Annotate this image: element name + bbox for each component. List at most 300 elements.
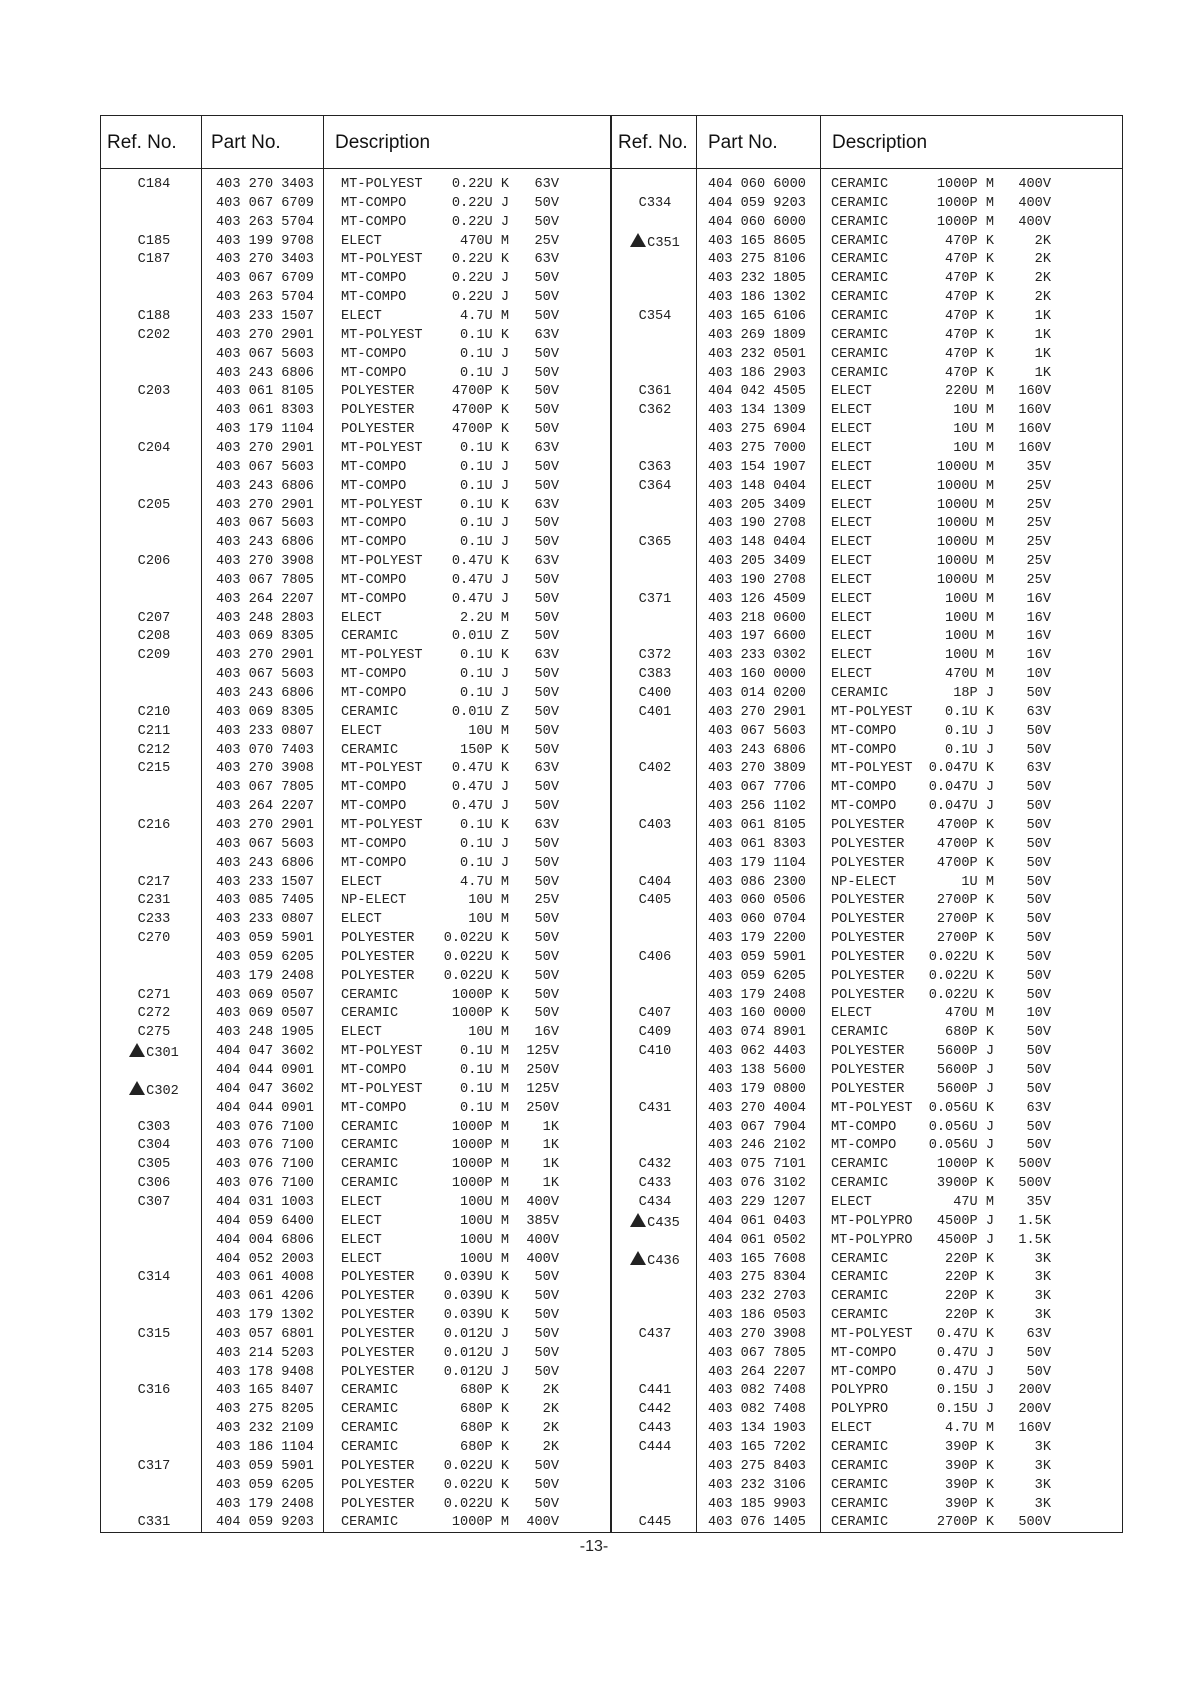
table-row (101, 533, 1122, 552)
part-no: 403 263 5704 (216, 214, 314, 230)
part-value: 1000P K (936, 1157, 994, 1173)
part-value: 390P K (945, 1477, 994, 1493)
ref-no-text: C187 (137, 252, 171, 268)
part-value: 100U M (460, 1251, 509, 1267)
ref-no-text: C315 (137, 1326, 171, 1342)
part-no: 403 165 6106 (708, 309, 806, 324)
part-type: MT-POLYEST (341, 554, 423, 569)
part-value: 3900P K (936, 1176, 994, 1192)
part-voltage: 50V (534, 403, 559, 419)
part-type: CERAMIC (831, 1477, 889, 1493)
part-no: 403 232 0501 (708, 346, 806, 362)
table-row (101, 1061, 1122, 1080)
part-value: 220P K (945, 1251, 994, 1267)
ref-no-text: C215 (137, 761, 171, 777)
part-no: 403 067 5603 (216, 667, 314, 683)
ref-no-text: C410 (638, 1044, 672, 1060)
part-no: 403 067 7706 (708, 780, 806, 796)
ref-no-text: C443 (638, 1421, 672, 1437)
part-value: 0.47U J (451, 572, 509, 588)
part-value: 18P J (953, 686, 994, 701)
part-type: ELECT (341, 1213, 382, 1229)
ref-no-text: C331 (137, 1515, 171, 1531)
part-voltage: 50V (534, 591, 559, 607)
table-row (101, 571, 1122, 590)
part-value: 1000P M (936, 214, 994, 230)
table-row (101, 646, 1122, 665)
ref-no (616, 1023, 694, 1042)
part-type: POLYESTER (341, 1289, 415, 1305)
ref-no-text: C216 (137, 817, 171, 833)
part-voltage: 35V (1026, 1194, 1051, 1210)
part-type: CERAMIC (831, 1251, 889, 1267)
part-voltage: 3K (1034, 1477, 1051, 1493)
ref-no-text: C185 (137, 233, 171, 249)
header-ref-left: Ref. No. (107, 132, 177, 153)
part-voltage: 3K (1034, 1251, 1051, 1267)
part-no: 403 197 6600 (708, 629, 806, 645)
part-value: 0.056U J (928, 1119, 994, 1135)
ref-no-text: C405 (638, 893, 672, 909)
part-type: POLYPRO (831, 1383, 889, 1399)
part-value: 100U M (945, 610, 994, 626)
part-value: 4700P K (936, 817, 994, 833)
part-no: 403 160 0000 (708, 667, 806, 683)
part-voltage: 50V (534, 855, 559, 871)
part-value: 0.22U K (451, 252, 509, 268)
header-desc-right: Description (832, 132, 928, 153)
ref-no-text: C334 (638, 195, 672, 211)
part-no: 404 047 3602 (216, 1044, 314, 1060)
part-voltage: 50V (1026, 1138, 1051, 1154)
part-no: 403 243 6806 (216, 686, 314, 701)
table-row (101, 1268, 1122, 1287)
part-voltage: 400V (1018, 214, 1051, 230)
part-type: ELECT (341, 874, 382, 890)
table-row (101, 401, 1122, 420)
part-value: 0.047U J (928, 780, 994, 796)
part-no: 403 059 6205 (216, 949, 314, 965)
part-no: 403 275 6904 (708, 422, 806, 438)
part-no: 403 269 1809 (708, 327, 806, 343)
part-type: CERAMIC (831, 177, 889, 192)
part-value: 220P K (945, 1270, 994, 1286)
ref-no (616, 1400, 694, 1419)
ref-no-text: C184 (137, 177, 171, 192)
part-type: POLYESTER (831, 893, 905, 909)
part-type: ELECT (831, 1421, 872, 1437)
part-no: 403 067 5603 (216, 346, 314, 362)
part-voltage: 50V (1026, 1345, 1051, 1361)
part-value: 0.22U J (451, 195, 509, 211)
part-type: CERAMIC (831, 365, 889, 381)
part-type: MT-COMPO (341, 686, 407, 701)
part-voltage: 200V (1018, 1402, 1051, 1418)
part-no: 403 243 6806 (216, 535, 314, 551)
part-type: MT-COMPO (341, 799, 407, 815)
ref-no (616, 1042, 694, 1061)
part-value: 1000U M (936, 459, 994, 475)
part-voltage: 400V (1018, 177, 1051, 192)
ref-no (616, 1438, 694, 1457)
part-type: ELECT (831, 1194, 872, 1210)
ref-no-text: C304 (137, 1138, 171, 1154)
part-value: 470P K (945, 271, 994, 287)
part-voltage: 50V (1026, 817, 1051, 833)
part-type: MT-COMPO (341, 214, 407, 230)
part-no: 403 076 7100 (216, 1119, 314, 1135)
part-type: POLYESTER (341, 1477, 415, 1493)
part-no: 403 264 2207 (708, 1364, 806, 1380)
part-type: MT-COMPO (831, 780, 897, 796)
part-voltage: 2K (1034, 271, 1051, 287)
part-voltage: 500V (1018, 1515, 1051, 1531)
part-voltage: 3K (1034, 1440, 1051, 1455)
part-no: 403 243 6806 (216, 478, 314, 494)
part-type: POLYESTER (831, 836, 905, 852)
part-value: 10U M (468, 723, 509, 739)
part-voltage: 63V (1026, 704, 1051, 720)
table-row (101, 1438, 1122, 1457)
part-voltage: 50V (534, 1496, 559, 1512)
table-row (101, 835, 1122, 854)
part-no: 403 232 1805 (708, 271, 806, 287)
part-type: MT-POLYEST (341, 497, 423, 513)
part-no: 403 270 2901 (708, 704, 806, 720)
part-type: POLYESTER (831, 949, 905, 965)
part-type: POLYESTER (341, 1458, 415, 1474)
part-type: MT-COMPO (341, 780, 407, 796)
part-value: 680P K (460, 1402, 509, 1418)
part-no: 403 061 4008 (216, 1270, 314, 1286)
part-voltage: 400V (526, 1232, 559, 1248)
table-row (101, 1344, 1122, 1363)
part-no: 403 179 1104 (708, 855, 806, 871)
part-voltage: 50V (534, 629, 559, 645)
part-type: CERAMIC (341, 1157, 399, 1173)
part-value: 0.1U J (945, 742, 994, 758)
part-value: 0.022U K (443, 968, 509, 984)
part-value: 4700P K (451, 403, 509, 419)
part-value: 0.022U K (928, 968, 994, 984)
safety-warning-icon (630, 1251, 646, 1265)
part-type: MT-POLYEST (341, 440, 423, 456)
header-desc-left: Description (335, 132, 431, 153)
part-type: MT-POLYEST (341, 761, 423, 777)
ref-no (616, 873, 694, 892)
part-value: 1000P M (451, 1119, 509, 1135)
part-value: 470P K (945, 233, 994, 249)
part-type: CERAMIC (341, 1515, 399, 1531)
part-no: 403 067 7805 (708, 1345, 806, 1361)
part-voltage: 50V (534, 931, 559, 946)
ref-no-text: C363 (638, 459, 672, 475)
part-type: CERAMIC (831, 290, 889, 306)
ref-no-text: C233 (137, 912, 171, 928)
part-voltage: 50V (1026, 1044, 1051, 1060)
part-value: 2700P K (936, 931, 994, 946)
part-value: 5600P J (936, 1063, 994, 1078)
part-type: MT-COMPO (831, 742, 897, 758)
ref-no-text: C204 (137, 440, 171, 456)
part-voltage: 385V (526, 1213, 559, 1229)
part-no: 403 059 6205 (216, 1477, 314, 1493)
table-row (101, 1495, 1122, 1514)
part-type: CERAMIC (831, 1515, 889, 1531)
part-voltage: 50V (534, 799, 559, 815)
part-type: CERAMIC (831, 346, 889, 362)
part-value: 0.1U J (460, 667, 509, 683)
part-value: 5600P J (936, 1081, 994, 1097)
part-voltage: 400V (526, 1251, 559, 1267)
table-row (101, 496, 1122, 515)
part-voltage: 50V (534, 968, 559, 984)
ref-no-text: C205 (137, 497, 171, 513)
part-type: CERAMIC (341, 1006, 399, 1022)
part-voltage: 160V (1018, 440, 1051, 456)
part-no: 403 059 5901 (216, 931, 314, 946)
part-type: ELECT (831, 1006, 872, 1022)
part-type: ELECT (341, 1025, 382, 1041)
part-no: 404 060 6000 (708, 177, 806, 192)
part-value: 0.047U J (928, 799, 994, 815)
part-value: 470P K (945, 346, 994, 362)
part-no: 403 232 3106 (708, 1477, 806, 1493)
part-voltage: 50V (534, 1289, 559, 1305)
part-voltage: 50V (534, 459, 559, 475)
part-value: 0.1U J (460, 836, 509, 852)
part-type: CERAMIC (831, 1308, 889, 1323)
part-type: CERAMIC (831, 233, 889, 249)
ref-no (616, 948, 694, 967)
part-no: 403 134 1309 (708, 403, 806, 419)
part-value: 100U M (945, 629, 994, 645)
part-type: ELECT (831, 572, 872, 588)
part-no: 403 270 2901 (216, 648, 314, 664)
table-row (101, 1023, 1122, 1042)
part-value: 0.47U J (451, 591, 509, 607)
part-type: ELECT (341, 1194, 382, 1210)
part-type: ELECT (341, 1251, 382, 1267)
part-type: ELECT (341, 309, 382, 324)
part-type: CERAMIC (831, 195, 889, 211)
part-type: CERAMIC (341, 629, 399, 645)
safety-warning-icon (630, 233, 646, 247)
part-value: 470P K (945, 309, 994, 324)
part-no: 403 076 7100 (216, 1138, 314, 1154)
part-voltage: 50V (534, 874, 559, 890)
ref-no-text: C212 (137, 742, 171, 758)
part-type: MT-POLYEST (831, 1326, 913, 1342)
part-value: 0.056U K (928, 1100, 994, 1116)
ref-no-text: C270 (137, 931, 171, 946)
part-value: 0.1U J (460, 346, 509, 362)
part-no: 403 067 7805 (216, 780, 314, 796)
part-type: CERAMIC (831, 252, 889, 268)
part-value: 470P K (945, 290, 994, 306)
part-no: 403 190 2708 (708, 572, 806, 588)
part-type: ELECT (341, 912, 382, 928)
part-value: 680P K (460, 1440, 509, 1455)
part-value: 0.1U K (460, 327, 509, 343)
table-row (101, 477, 1122, 496)
part-no: 403 076 7100 (216, 1176, 314, 1192)
part-no: 403 270 2901 (216, 440, 314, 456)
part-no: 403 233 0302 (708, 648, 806, 664)
part-type: CERAMIC (341, 987, 399, 1003)
ref-no-text: C351 (647, 235, 680, 251)
part-value: 0.22U K (451, 177, 509, 192)
part-type: ELECT (831, 384, 872, 400)
part-voltage: 50V (1026, 1119, 1051, 1135)
part-type: CERAMIC (341, 1402, 399, 1418)
ref-no-text: C403 (638, 817, 672, 833)
part-voltage: 160V (1018, 422, 1051, 438)
part-no: 403 233 1507 (216, 309, 314, 324)
part-type: CERAMIC (341, 1138, 399, 1154)
ref-no-text: C407 (638, 1006, 672, 1022)
table-row (101, 986, 1122, 1005)
part-type: MT-COMPO (341, 346, 407, 362)
ref-no (616, 1419, 694, 1438)
part-no: 404 059 6400 (216, 1213, 314, 1229)
part-value: 0.1U K (460, 648, 509, 664)
ref-no-text: C401 (638, 704, 672, 720)
header-ref-right: Ref. No. (618, 132, 688, 153)
table-row (101, 1193, 1122, 1212)
part-type: CERAMIC (831, 327, 889, 343)
part-voltage: 50V (1026, 968, 1051, 984)
part-no: 403 185 9903 (708, 1496, 806, 1512)
ref-no-text: C365 (638, 535, 672, 551)
part-voltage: 50V (534, 1270, 559, 1286)
ref-no (616, 1155, 694, 1174)
part-type: MT-POLYPRO (831, 1232, 913, 1248)
table-row (101, 269, 1122, 288)
table-row (101, 514, 1122, 533)
part-value: 390P K (945, 1496, 994, 1512)
part-value: 4500P J (936, 1232, 994, 1248)
ref-no (616, 533, 694, 552)
ref-no (616, 382, 694, 401)
table-row (101, 1099, 1122, 1118)
part-value: 10U M (468, 912, 509, 928)
part-no: 403 165 7608 (708, 1251, 806, 1267)
header-part-left: Part No. (211, 132, 281, 153)
part-value: 0.047U K (928, 761, 994, 777)
part-no: 403 179 0800 (708, 1081, 806, 1097)
part-type: POLYESTER (341, 403, 415, 419)
part-type: POLYESTER (341, 384, 415, 400)
part-type: CERAMIC (831, 1157, 889, 1173)
part-value: 0.1U M (460, 1081, 509, 1097)
part-type: MT-POLYEST (831, 704, 913, 720)
table-row (101, 458, 1122, 477)
part-no: 403 256 1102 (708, 799, 806, 815)
ref-no (616, 1325, 694, 1344)
part-no: 403 014 0200 (708, 686, 806, 701)
ref-no (616, 646, 694, 665)
part-no: 403 060 0704 (708, 912, 806, 928)
part-voltage: 50V (1026, 855, 1051, 871)
part-value: 0.1U J (460, 459, 509, 475)
part-type: POLYESTER (341, 1496, 415, 1512)
part-no: 403 067 7904 (708, 1119, 806, 1135)
part-type: MT-COMPO (341, 1063, 407, 1078)
part-value: 100U M (460, 1213, 509, 1229)
part-voltage: 50V (1026, 949, 1051, 965)
part-value: 0.1U J (460, 365, 509, 381)
part-type: MT-POLYEST (341, 1044, 423, 1060)
part-type: MT-POLYEST (341, 327, 423, 343)
part-no: 403 270 3809 (708, 761, 806, 777)
ref-no-text: C437 (638, 1326, 672, 1342)
part-value: 10U M (953, 422, 994, 438)
part-type: CERAMIC (341, 1421, 399, 1437)
part-value: 0.056U J (928, 1138, 994, 1154)
part-no: 403 243 6806 (708, 742, 806, 758)
part-no: 403 248 1905 (216, 1025, 314, 1041)
part-no: 403 186 0503 (708, 1308, 806, 1323)
part-no: 403 061 8303 (708, 836, 806, 852)
table-row (101, 420, 1122, 439)
part-value: 470U M (945, 1006, 994, 1022)
part-value: 4500P J (936, 1213, 994, 1229)
table-row (101, 439, 1122, 458)
part-value: 10U M (953, 403, 994, 419)
part-voltage: 1K (542, 1119, 559, 1135)
part-type: CERAMIC (831, 1270, 889, 1286)
part-type: MT-POLYEST (341, 648, 423, 664)
part-no: 403 270 3908 (216, 761, 314, 777)
part-voltage: 2K (542, 1402, 559, 1418)
part-type: ELECT (831, 497, 872, 513)
part-no: 404 052 2003 (216, 1251, 314, 1267)
ref-no-text: C275 (137, 1025, 171, 1041)
part-type: MT-COMPO (341, 855, 407, 871)
part-type: CERAMIC (341, 742, 399, 758)
part-no: 404 059 9203 (216, 1515, 314, 1531)
ref-no-text: C306 (137, 1176, 171, 1192)
part-voltage: 50V (534, 1477, 559, 1493)
part-voltage: 10V (1026, 667, 1051, 683)
part-voltage: 50V (1026, 893, 1051, 909)
part-voltage: 50V (534, 780, 559, 796)
part-no: 403 082 7408 (708, 1383, 806, 1399)
part-voltage: 1K (542, 1157, 559, 1173)
part-voltage: 50V (534, 535, 559, 551)
table-row (101, 759, 1122, 778)
part-value: 0.1U M (460, 1100, 509, 1116)
ref-no-text: C203 (137, 384, 171, 400)
part-voltage: 50V (534, 384, 559, 400)
part-type: POLYESTER (831, 1063, 905, 1078)
table-row (101, 741, 1122, 760)
table-row (101, 1155, 1122, 1174)
part-value: 5600P J (936, 1044, 994, 1060)
part-no: 403 126 4509 (708, 591, 806, 607)
part-value: 1000U M (936, 497, 994, 513)
part-voltage: 50V (534, 214, 559, 230)
part-voltage: 50V (534, 610, 559, 626)
table-row (101, 1381, 1122, 1400)
table-row (101, 1476, 1122, 1495)
part-value: 1000U M (936, 478, 994, 494)
part-voltage: 50V (1026, 912, 1051, 928)
part-type: CERAMIC (831, 1289, 889, 1305)
part-value: 0.022U K (443, 1477, 509, 1493)
part-voltage: 50V (1026, 1081, 1051, 1097)
